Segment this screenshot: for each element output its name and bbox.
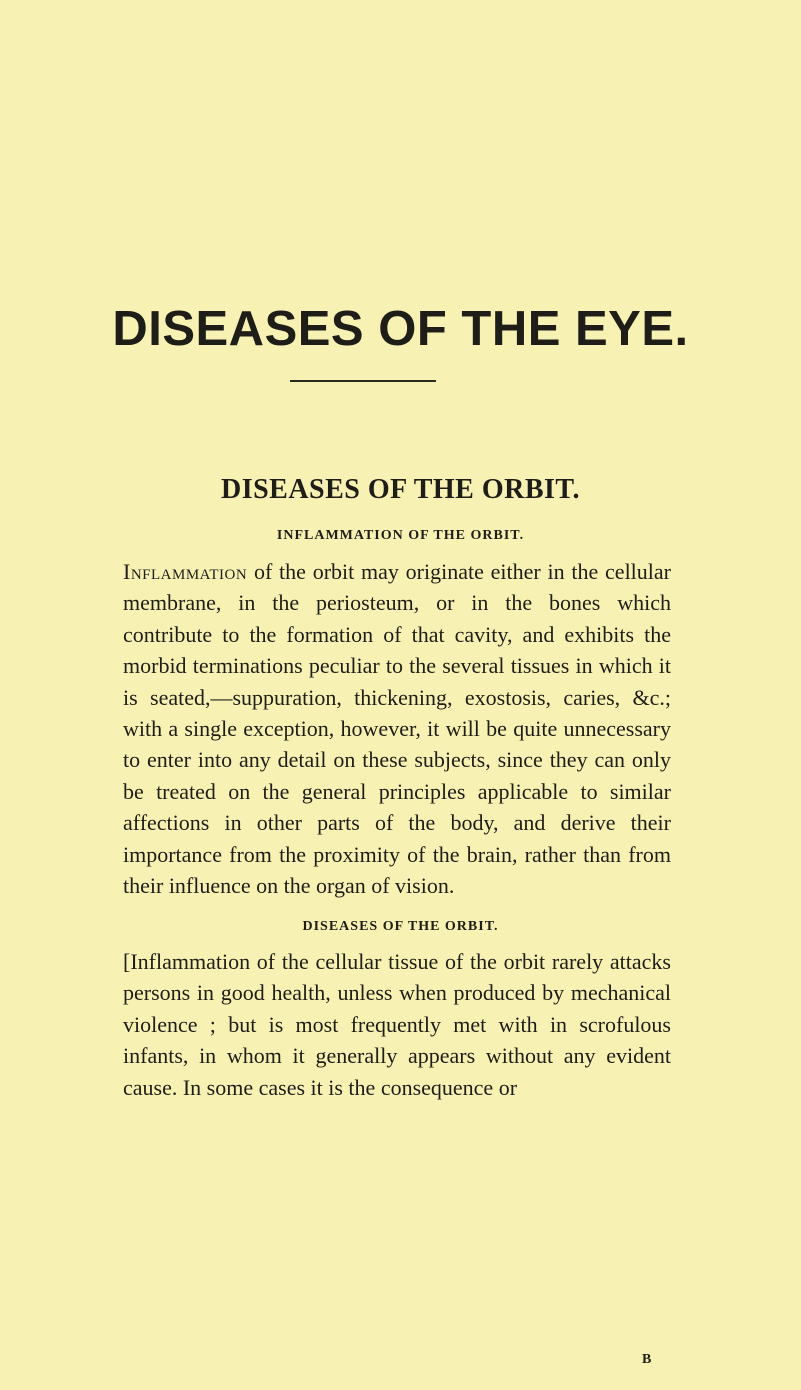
subheading-inflammation: INFLAMMATION OF THE ORBIT. xyxy=(276,528,525,543)
title-divider-rule xyxy=(290,380,436,382)
paragraph-lead-word: Inflammation xyxy=(123,559,248,584)
paragraph-inflammation xyxy=(123,556,671,901)
page-title: DISEASES OF THE EYE. xyxy=(112,301,689,356)
section-title: DISEASES OF THE ORBIT. xyxy=(220,474,581,506)
paragraph-cellular-tissue: [Inflammation of the cellular tissue of the orbit rarely attacks persons in good health, unless when produced by mechanical violence ; but is most frequently met with in scrofulous infants, in whom it generally appears without any evident cause. In some cases it is the consequence or xyxy=(123,949,671,1100)
running-heading: DISEASES OF THE ORBIT. xyxy=(302,919,499,934)
paragraph-body: of the orbit may originate either in the cellular membrane, in the periosteum, or in the bones which contribute to the formation of that cavity, and exhibits the morbid terminations peculiar to the several tissues in which it is seated,—suppuration, thickening, exostosis, caries, &c.; with a single exception, however, it will be quite unnecessary to enter into any detail on these subjects, since they can only be treated on the general principles applicable to similar affections in other parts of the body, and derive their importance from the proximity of the brain, rather than from their influence on the organ of vision. xyxy=(123,559,671,899)
signature-mark: B xyxy=(642,1352,652,1367)
